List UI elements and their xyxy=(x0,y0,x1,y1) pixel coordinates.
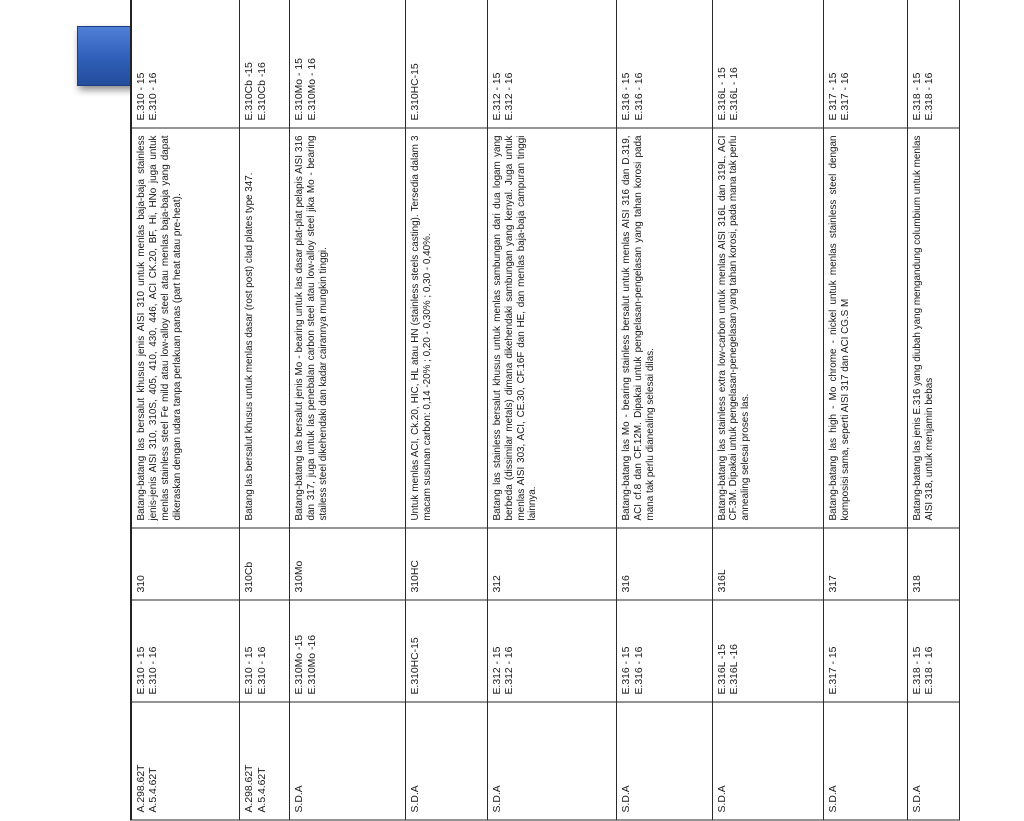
electrode-equivalent-cell-line: E.310Mo - 16 xyxy=(306,58,318,121)
electrode-class-cell-line: E.317 - 15 xyxy=(827,646,839,695)
electrode-equivalent-cell-line: E.310Cb -15 xyxy=(244,62,256,121)
electrode-equivalent-cell xyxy=(907,0,959,128)
description-cell: Batang-batang las bersalut jenis Mo - bearing untuk las dasar plat-plat pelapis AISI 316 dan 317, juga untuk las penebalan carbon steel atau low-alloy steel jika Mo - bearing stailess steel dikehendaki dan kadar cairannya mungkin tinggi. xyxy=(290,128,406,528)
electrode-class-cell xyxy=(617,600,712,702)
electrode-equivalent-cell xyxy=(823,0,907,128)
electrode-class-cell-line: E.310 - 15 xyxy=(136,646,147,695)
description-cell: Batang-batang las Mo - bearing stainless bersalut untuk menlas AISI 316 dan D.319, ACI cf.8 dan CF.12M. Dipakai untuk pengelasan-pengelasan yang tahan korosi pada mana tak perlu dianealing selesai dilas. xyxy=(617,128,712,528)
description-cell: Batang las stainless bersalut khusus untuk menlas sambungan dari dua logam yang berbeda (dissimilar metals) dimana dikehendaki sambungan yang kenyal. Juga untuk menlas AISI 303, ACI, CE.30, CF.16F dan HE, dan menlas baja-baja campuran tinggi lainnya. xyxy=(487,128,616,528)
type-cell: 316L xyxy=(712,528,823,600)
electrode-equivalent-cell xyxy=(712,0,823,128)
type-cell: 310Mo xyxy=(290,528,406,600)
electrode-class-cell-line: E.316L -15 xyxy=(716,644,728,695)
electrode-equivalent-cell-line: E.318 - 16 xyxy=(924,72,936,121)
electrode-class-cell-line: E.316 - 16 xyxy=(633,646,645,695)
electrode-class-cell-line: E.310Mo -15 xyxy=(294,635,306,695)
table-row xyxy=(290,0,406,820)
electrode-class-cell-line: E.318 - 15 xyxy=(911,646,923,695)
table-row xyxy=(712,0,823,820)
electrode-class-cell-line: E.316L -16 xyxy=(729,644,741,695)
spec-cell-line: A.5.4.62T xyxy=(148,767,160,813)
description-cell: Batang las bersalut khusus untuk menlas dasar (rost post) clad plates type 347. xyxy=(240,128,290,528)
electrode-equivalent-cell-line: E.317 - 16 xyxy=(840,72,852,121)
electrode-class-cell xyxy=(290,600,406,702)
spec-cell xyxy=(406,702,488,820)
electrode-equivalent-cell-line: E.310Mo - 15 xyxy=(294,58,306,121)
type-cell: 310 xyxy=(131,528,240,600)
table-row xyxy=(823,0,907,820)
electrode-class-cell xyxy=(240,600,290,702)
spec-cell xyxy=(240,702,290,820)
electrode-class-cell-line: E.316 - 15 xyxy=(621,646,633,695)
spec-cell-line: S.D.A xyxy=(911,785,923,813)
table-row xyxy=(907,0,959,820)
type-cell: 312 xyxy=(487,528,616,600)
type-cell: 316 xyxy=(617,528,712,600)
electrode-equivalent-cell-line: E.310HC-15 xyxy=(410,63,422,121)
electrode-equivalent-cell xyxy=(617,0,712,128)
spec-cell xyxy=(617,702,712,820)
spec-cell-line: S.D.A xyxy=(621,785,633,813)
spec-cell xyxy=(290,702,406,820)
electrode-class-cell-line: E.312 - 16 xyxy=(504,646,516,695)
table-row xyxy=(240,0,290,820)
description-cell: Batang-batang las high - Mo chrome - nickel untuk menlas stainless steel dengan komposisi sama, seperti AISI 317 dan ACI CG.S M xyxy=(823,128,907,528)
description-cell: Batang-batang las bersalut khusus jenis AISI 310 untuk menlas baja-baja stainless jenis-jenis AISI 310, 310S, 405, 410, 430, 446, ACI CK.20, BF, Hi, HNo juga untuk menlas stainless steel Fe mild atau low-alloy steel atau menlas baja-baja yang dapat dikeraskan dengan udara tanpa perlakuan panas (part heat atau pre-heat). xyxy=(131,128,240,528)
description-cell: Batang-batang las stainless extra low-carbon untuk menlas AISI 316L dan 319L, ACI CF.3M. Dipakai untuk pengelasan-penegelasan yang tahan korosi, pada mana tak perlu annealing selesai proses las. xyxy=(712,128,823,528)
electrode-equivalent-cell xyxy=(487,0,616,128)
electrode-class-cell xyxy=(487,600,616,702)
table-row xyxy=(406,0,488,820)
electrode-equivalent-cell-line: E.312 - 15 xyxy=(491,72,503,121)
table-row xyxy=(487,0,616,820)
electrode-class-cell xyxy=(907,600,959,702)
spec-cell-line: S.D.A xyxy=(716,785,728,813)
spec-cell-line: A.298.62T xyxy=(136,764,147,813)
spec-cell-line: S.D.A xyxy=(294,785,306,813)
electrode-class-cell-line: E.310HC-15 xyxy=(410,637,422,695)
electrode-class-cell xyxy=(406,600,488,702)
electrode-class-cell xyxy=(712,600,823,702)
spec-cell xyxy=(907,702,959,820)
description-cell: Batang-batang las jenis E.316 yang diubah yang mengandung columbium untuk menlas AISI 318, untuk menjamin bebas xyxy=(907,128,959,528)
electrode-class-cell-line: E.310 - 16 xyxy=(148,646,160,695)
spec-cell-line: S.D.A xyxy=(410,785,422,813)
electrode-equivalent-cell xyxy=(290,0,406,128)
electrode-equivalent-cell-line: E 317 - 15 xyxy=(827,72,839,121)
table-row xyxy=(617,0,712,820)
type-cell: 318 xyxy=(907,528,959,600)
electrode-equivalent-cell-line: E.312 - 16 xyxy=(504,72,516,121)
description-cell: Untuk menlas ACI, Ck.20, HIC, HL atau HN (stainless steels casting). Tersedia dalam 3 macam susunan carbon: 0,14 -20% ; 0,20 - 0,30% ; 0,30 - 0,40%. xyxy=(406,128,488,528)
table-row xyxy=(131,0,240,820)
electrode-equivalent-cell-line: E.316L - 16 xyxy=(729,67,741,121)
spec-cell-line: S.D.A xyxy=(827,785,839,813)
spec-cell-line: S.D.A xyxy=(491,785,503,813)
electrode-equivalent-cell xyxy=(131,0,240,128)
type-cell: 310HC xyxy=(406,528,488,600)
spec-cell xyxy=(823,702,907,820)
electrode-class-cell xyxy=(131,600,240,702)
electrode-class-cell-line: E.310Mo -16 xyxy=(306,635,318,695)
electrode-equivalent-cell-line: E.316L - 15 xyxy=(716,67,728,121)
spec-cell xyxy=(712,702,823,820)
electrode-class-cell-line: E.310 - 15 xyxy=(244,646,256,695)
electrode-equivalent-cell-line: E.310 - 15 xyxy=(136,72,147,121)
scanned-table-image xyxy=(127,58,963,813)
spec-cell-line: A.5.4.62T xyxy=(256,767,268,813)
electrode-class-cell-line: E.310 - 16 xyxy=(256,646,268,695)
electrode-table xyxy=(130,0,960,821)
electrode-equivalent-cell xyxy=(240,0,290,128)
electrode-class-cell xyxy=(823,600,907,702)
type-cell: 317 xyxy=(823,528,907,600)
electrode-equivalent-cell-line: E.316 - 16 xyxy=(633,72,645,121)
type-cell: 310Cb xyxy=(240,528,290,600)
electrode-equivalent-cell-line: E.318 - 15 xyxy=(911,72,923,121)
electrode-class-cell-line: E.318 - 16 xyxy=(924,646,936,695)
electrode-equivalent-cell-line: E.310Cb -16 xyxy=(256,62,268,121)
electrode-class-cell-line: E.312 - 15 xyxy=(491,646,503,695)
spec-cell-line: A.298.62T xyxy=(244,764,256,813)
electrode-equivalent-cell-line: E.316 - 15 xyxy=(621,72,633,121)
spec-cell xyxy=(131,702,240,820)
spec-cell xyxy=(487,702,616,820)
electrode-equivalent-cell xyxy=(406,0,488,128)
electrode-equivalent-cell-line: E.310 - 16 xyxy=(148,72,160,121)
